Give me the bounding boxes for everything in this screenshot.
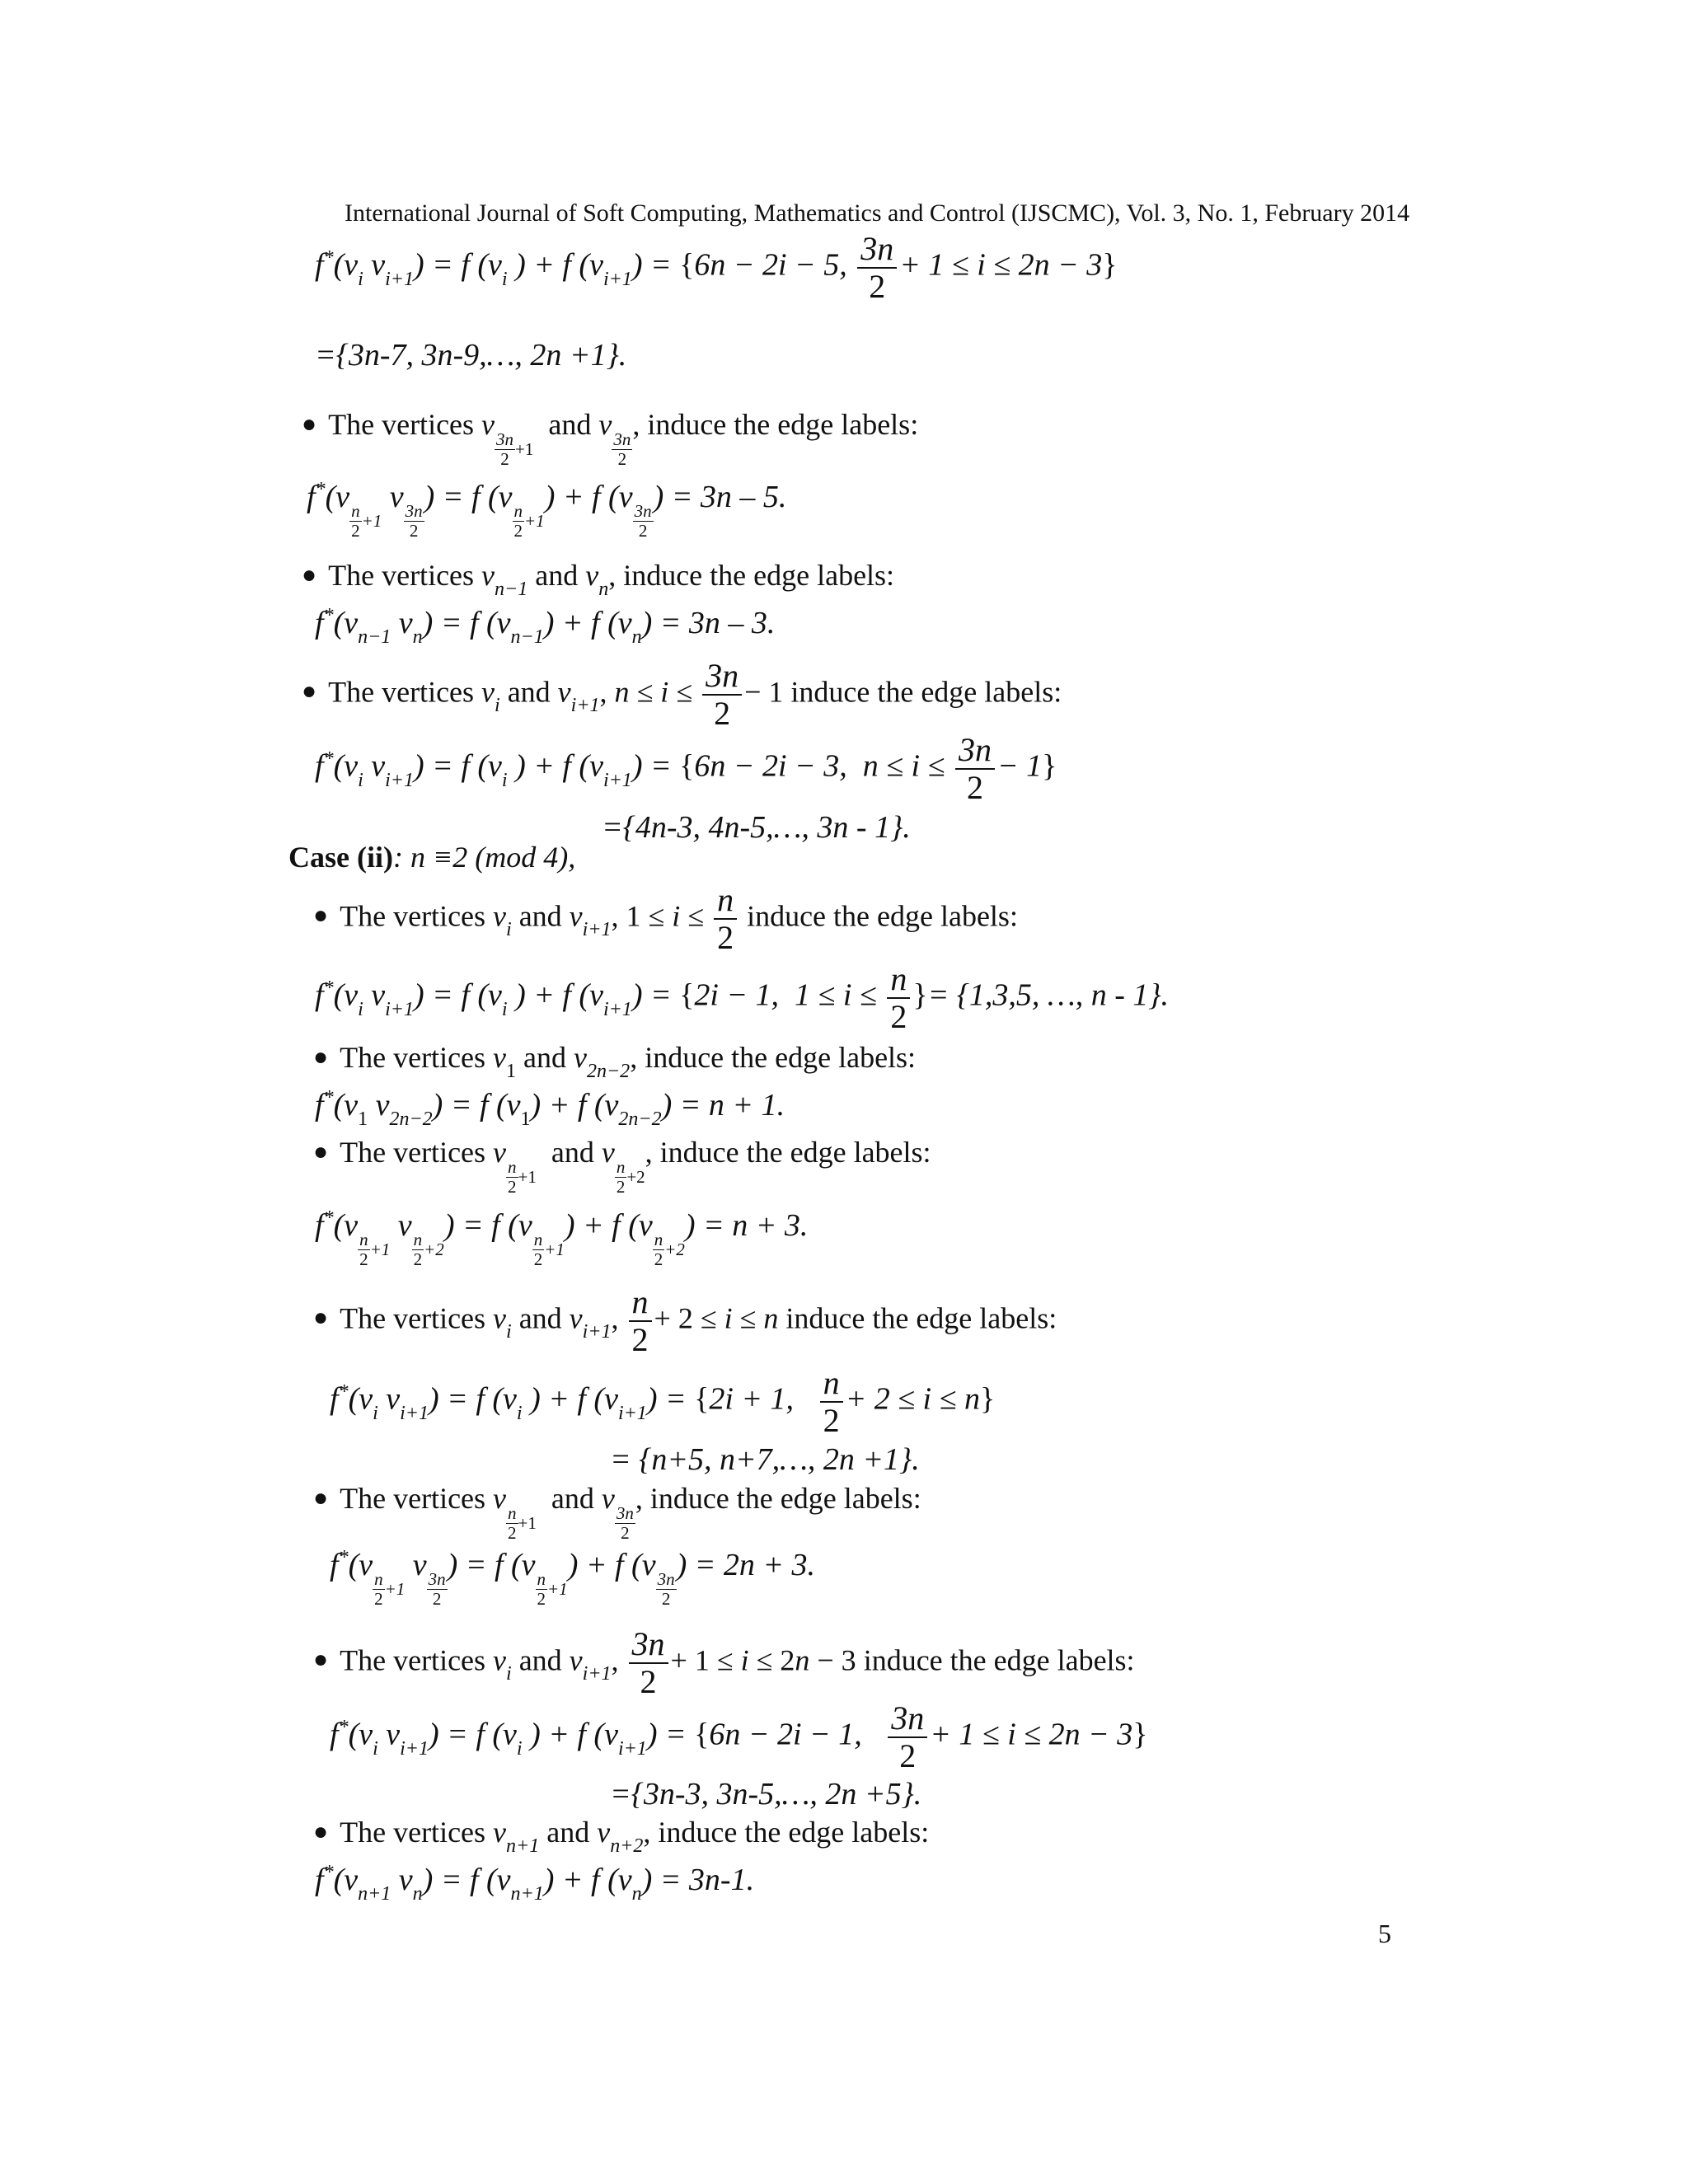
bullet-icon: ● bbox=[302, 677, 317, 705]
c2-equation-7: $f^*(v_{n+1}$ $v_n) = f$ $(v_{n+1}) + f$ $(v_n) = 3n-1$. bbox=[315, 1862, 755, 1905]
c2-bullet-vertices-3: ● The vertices v $\frac{n}{2}$ +1 and v $\frac{n}{2}$ +2, induce the edge labels: bbox=[313, 1136, 931, 1197]
c2-set-4: = {n+5, n+7,…, 2n +1}. bbox=[610, 1442, 920, 1477]
c2-bullet-vertices-5: ● The vertices v $\frac{n}{2}$ +1 and v $\frac{3n}{2}$ , induce the edge labels: bbox=[313, 1482, 921, 1543]
set-result-1: ={3n-7, 3n-9,…, 2n +1}. bbox=[315, 338, 627, 373]
equation-edge-labels-1: $f^*(v_i$ $v_{i+1}) = f$ ($v_i$ ) + f $(v_{i+1}) = \{6n - 2i - 5$, $\frac{3n}{2}$ + 1 ≤ i ≤ 2n − 3} bbox=[315, 230, 1118, 305]
c2-bullet-vertices-2: ● The vertices $v_1$ and $v_{2n-2}$, induce the edge labels: bbox=[313, 1041, 917, 1082]
c2-equation-5: f*(v $\frac{n}{2}$ +1 v $\frac{3n}{2}$ ) = f (v $\frac{n}{2}$ +1) + f (v $\frac{3n}{2}$ ) = 2n + 3. bbox=[330, 1547, 816, 1609]
c2-equation-2: $f^*(v_1$ $v_{2n-2}) = f$ $(v_1) + f$ $(v_{2n-2}) = n + 1$. bbox=[315, 1087, 785, 1130]
set-result-3: ={4n-3, 4n-5,…, 3n - 1}. bbox=[602, 810, 911, 845]
c2-set-6: ={3n-3, 3n-5,…, 2n +5}. bbox=[610, 1777, 922, 1811]
bullet-icon: ● bbox=[313, 1818, 329, 1845]
c2-bullet-vertices-1: ● The vertices $v_i$ and $v_{i+1}$, 1 ≤ i ≤ $\frac{n}{2}$ induce the edge labels: bbox=[313, 881, 1018, 956]
case-ii-heading: Case (ii): n ≡2 (mod 4), bbox=[288, 841, 576, 874]
c2-equation-4: $f^*(v_i$ $v_{i+1}) = f$ ($v_i$ ) + f $(v_{i+1}) = \{2i + 1$, $\frac{n}{2}$ + 2 ≤ i ≤ n} bbox=[330, 1364, 996, 1439]
page-number: 5 bbox=[1378, 1919, 1391, 1948]
c2-bullet-vertices-7: ● The vertices $v_{n+1}$ and $v_{n+2}$, induce the edge labels: bbox=[313, 1816, 930, 1857]
c2-equation-1: $f^*(v_i$ $v_{i+1}) = f$ ($v_i$ ) + f $(v_{i+1}) = \{2i - 1$, 1 ≤ i ≤ $\frac{n}{2}$ }= {1,3,5, …, n - 1}. bbox=[315, 960, 1170, 1035]
bullet-icon: ● bbox=[302, 561, 317, 588]
bullet-icon: ● bbox=[302, 410, 317, 438]
journal-header: International Journal of Soft Computing, Mathematics and Control (IJSCMC), Vol. 3, No. 1, February 2014 bbox=[345, 199, 1410, 227]
c2-bullet-vertices-6: ● The vertices $v_i$ and $v_{i+1}$, $\frac{3n}{2}$ + 1 ≤ i ≤ 2n − 3 induce the edge labels: bbox=[313, 1625, 1135, 1700]
bullet-vertices-1: ● The vertices v $\frac{3n}{2}$ +1 and v $\frac{3n}{2}$ , induce the edge labels: bbox=[302, 408, 919, 469]
c2-equation-3: f*(v $\frac{n}{2}$ +1 v $\frac{n}{2}$ +2) = f (v $\frac{n}{2}$ +1) + f (v $\frac{n}{2}$ +2) = n + 3. bbox=[315, 1207, 809, 1269]
bullet-icon: ● bbox=[313, 1646, 329, 1674]
equation-edge-labels-b1: f*(v $\frac{n}{2}$ +1 v $\frac{3n}{2}$ ) = f (v $\frac{n}{2}$ +1) + f (v $\frac{3n}{2}$ ) = 3n – 5. bbox=[307, 479, 787, 541]
bullet-icon: ● bbox=[313, 1043, 329, 1071]
bullet-vertices-2: ● The vertices $v_{n-1}$ and $v_n$, induce the edge labels: bbox=[302, 559, 895, 600]
bullet-icon: ● bbox=[313, 1484, 329, 1511]
bullet-vertices-3: ● The vertices $v_i$ and $v_{i+1}$, n ≤ i ≤ $\frac{3n}{2}$ − 1 induce the edge labels: bbox=[302, 657, 1062, 732]
bullet-icon: ● bbox=[313, 902, 329, 930]
equation-edge-labels-b3: $f^*(v_i$ $v_{i+1}) = f$ ($v_i$ ) + f $(v_{i+1}) = \{6n - 2i - 3$, n ≤ i ≤ $\frac{3n}{2}$ − 1} bbox=[315, 731, 1057, 806]
c2-equation-6: $f^*(v_i$ $v_{i+1}) = f$ ($v_i$ ) + f $(v_{i+1}) = \{6n - 2i - 1$, $\frac{3n}{2}$ + 1 ≤ i ≤ 2n − 3} bbox=[330, 1699, 1148, 1774]
bullet-icon: ● bbox=[313, 1304, 329, 1332]
bullet-icon: ● bbox=[313, 1138, 329, 1165]
equation-edge-labels-b2: $f^*(v_{n-1}$ $v_n) = f$ $(v_{n-1}) + f$ $(v_n) = 3n - 3$. bbox=[315, 605, 776, 648]
c2-bullet-vertices-4: ● The vertices $v_i$ and $v_{i+1}$, $\frac{n}{2}$ + 2 ≤ i ≤ n induce the edge labels: bbox=[313, 1283, 1057, 1358]
